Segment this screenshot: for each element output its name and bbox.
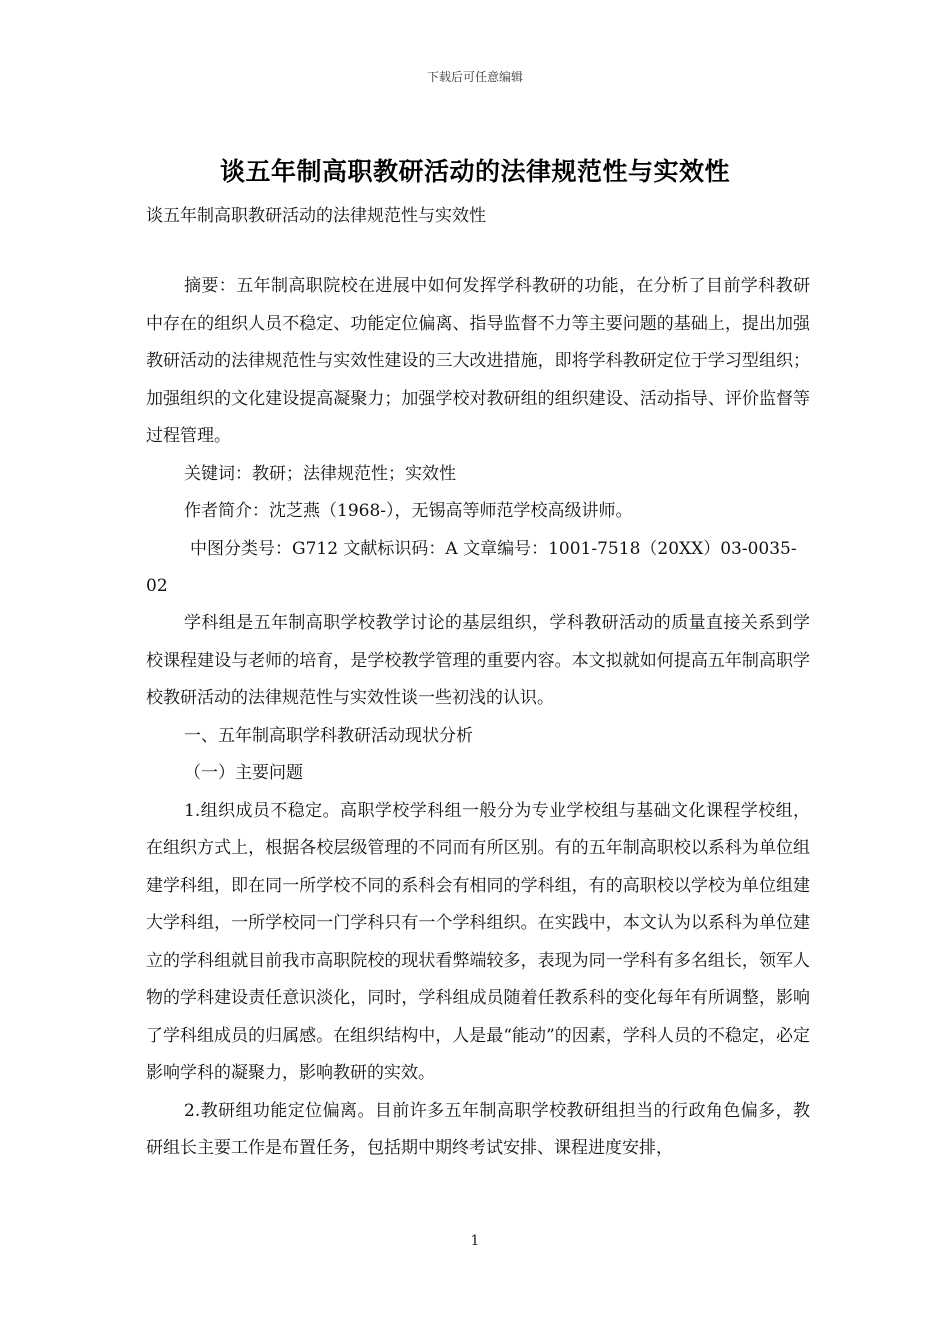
document-title: 谈五年制高职教研活动的法律规范性与实效性 [219, 157, 730, 186]
page-number: 1 [470, 1233, 480, 1249]
point-2-paragraph: 2.教研组功能定位偏离。目前许多五年制高职学校教研组担当的行政角色偏多，教研组长主要工作是布置任务，包括期中期终考试安排、课程进度安排， [146, 1100, 810, 1158]
section-heading: 一、五年制高职学科教研活动现状分析 [184, 725, 473, 746]
abstract-paragraph: 摘要：五年制高职院校在进展中如何发挥学科教研的功能，在分析了目前学科教研中存在的组织人员不稳定、功能定位偏离、指导监督不力等主要问题的基础上，提出加强教研活动的法律规范性与实效性建设的三大改进措施，即将学科教研定位于学习型组织；加强组织的文化建设提高凝聚力；加强学校对教研组的组织建设、活动指导、评价监督等过程管理。 [146, 276, 810, 446]
point-1-paragraph: 1.组织成员不稳定。高职学校学科组一般分为专业学校组与基础文化课程学校组，在组织方式上，根据各校层级管理的不同而有所区别。有的五年制高职校以系科为单位组建学科组，即在同一所学校不同的系科会有相同的学科组，有的高职校以学校为单位组建大学科组，一所学校同一门学科只有一个学科组织。在实践中，本文认为以系科为单位建立的学科组就目前我市高职院校的现状看弊端较多，表现为同一学科有多名组长，领军人物的学科建设责任意识淡化，同时，学科组成员随着任教系科的变化每年有所调整，影响了学科组成员的归属感。在组织结构中，人是最“能动”的因素，学科人员的不稳定，必定影响学科的凝聚力，影响教研的实效。 [146, 800, 810, 1083]
document-subtitle: 谈五年制高职教研活动的法律规范性与实效性 [146, 206, 486, 226]
main-text [146, 605, 810, 1168]
header-note: 下载后可任意编辑 [426, 70, 523, 84]
intro-paragraph: 学科组是五年制高职学校教学讨论的基层组织，学科教研活动的质量直接关系到学校课程建设与老师的培育，是学校教学管理的重要内容。本文拟就如何提高五年制高职学校教研活动的法律规范性与实效性谈一些初浅的认识。 [146, 613, 810, 708]
author-line: 作者简介：沈芝燕（1968-），无锡高等师范学校高级讲师。 [184, 501, 633, 521]
classification-line: 中图分类号：G712 文献标识码：A 文章编号：1001-7518（20XX）03-0035-02 [146, 538, 797, 596]
abstract-block [146, 268, 810, 606]
subsection-heading: （一）主要问题 [184, 763, 303, 783]
keywords-line: 关键词：教研；法律规范性；实效性 [184, 463, 456, 484]
